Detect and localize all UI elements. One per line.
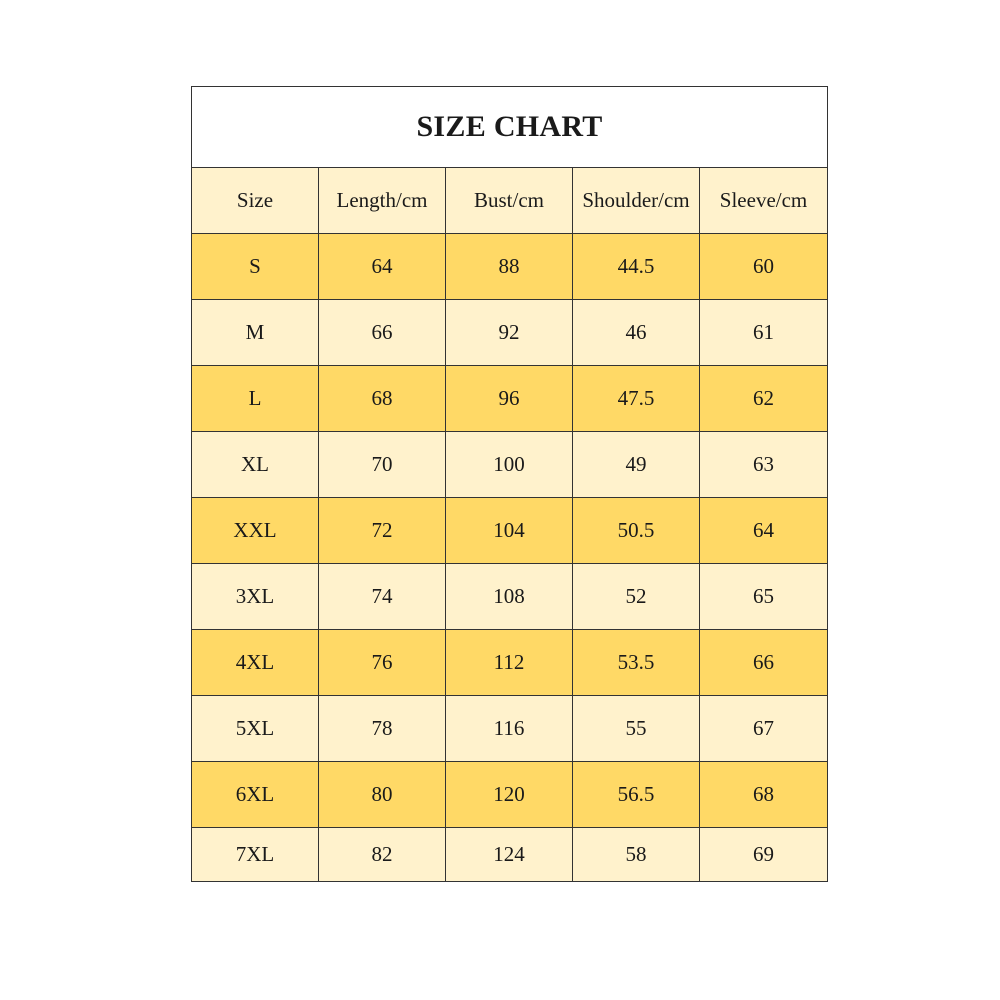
table-cell: 44.5 (573, 234, 700, 300)
table-cell: 62 (700, 366, 828, 432)
table-row (192, 366, 828, 432)
table-cell: 46 (573, 300, 700, 366)
table-row (192, 300, 828, 366)
table-cell: 74 (319, 564, 446, 630)
table-cell: 56.5 (573, 762, 700, 828)
table-cell: 61 (700, 300, 828, 366)
table-cell: M (192, 300, 319, 366)
table-cell: 53.5 (573, 630, 700, 696)
table-cell: 120 (446, 762, 573, 828)
table-cell: 68 (319, 366, 446, 432)
table-cell: 49 (573, 432, 700, 498)
table-cell: 67 (700, 696, 828, 762)
table-cell: XL (192, 432, 319, 498)
table-cell: S (192, 234, 319, 300)
table-cell: 76 (319, 630, 446, 696)
table-cell: 65 (700, 564, 828, 630)
table-cell: 6XL (192, 762, 319, 828)
table-cell: 108 (446, 564, 573, 630)
column-header: Sleeve/cm (700, 168, 828, 234)
table-cell: 124 (446, 828, 573, 882)
table-cell: 116 (446, 696, 573, 762)
table-cell: 66 (700, 630, 828, 696)
table-cell: L (192, 366, 319, 432)
table-row (192, 234, 828, 300)
table-cell: 3XL (192, 564, 319, 630)
table-row (192, 432, 828, 498)
table-row (192, 696, 828, 762)
column-header: Bust/cm (446, 168, 573, 234)
table-row (192, 630, 828, 696)
table-cell: 7XL (192, 828, 319, 882)
table-cell: 82 (319, 828, 446, 882)
table-cell: 50.5 (573, 498, 700, 564)
table-cell: 104 (446, 498, 573, 564)
table-cell: 58 (573, 828, 700, 882)
column-header: Size (192, 168, 319, 234)
chart-title: SIZE CHART (192, 87, 828, 168)
table-cell: 5XL (192, 696, 319, 762)
table-cell: 4XL (192, 630, 319, 696)
table-cell: 52 (573, 564, 700, 630)
table-cell: 72 (319, 498, 446, 564)
table-cell: 64 (319, 234, 446, 300)
table-cell: 96 (446, 366, 573, 432)
table-cell: 80 (319, 762, 446, 828)
table-cell: 64 (700, 498, 828, 564)
table-row (192, 828, 828, 882)
table-cell: 70 (319, 432, 446, 498)
table-cell: XXL (192, 498, 319, 564)
table-cell: 88 (446, 234, 573, 300)
table-cell: 69 (700, 828, 828, 882)
table-cell: 68 (700, 762, 828, 828)
header-row (192, 168, 828, 234)
table-cell: 60 (700, 234, 828, 300)
column-header: Shoulder/cm (573, 168, 700, 234)
table-cell: 100 (446, 432, 573, 498)
title-row (192, 87, 828, 168)
table-cell: 47.5 (573, 366, 700, 432)
table-cell: 92 (446, 300, 573, 366)
table-cell: 55 (573, 696, 700, 762)
table-row (192, 498, 828, 564)
table-cell: 66 (319, 300, 446, 366)
table-row (192, 564, 828, 630)
table-cell: 112 (446, 630, 573, 696)
table-cell: 63 (700, 432, 828, 498)
table-row (192, 762, 828, 828)
size-chart-table (191, 86, 828, 882)
column-header: Length/cm (319, 168, 446, 234)
table-cell: 78 (319, 696, 446, 762)
